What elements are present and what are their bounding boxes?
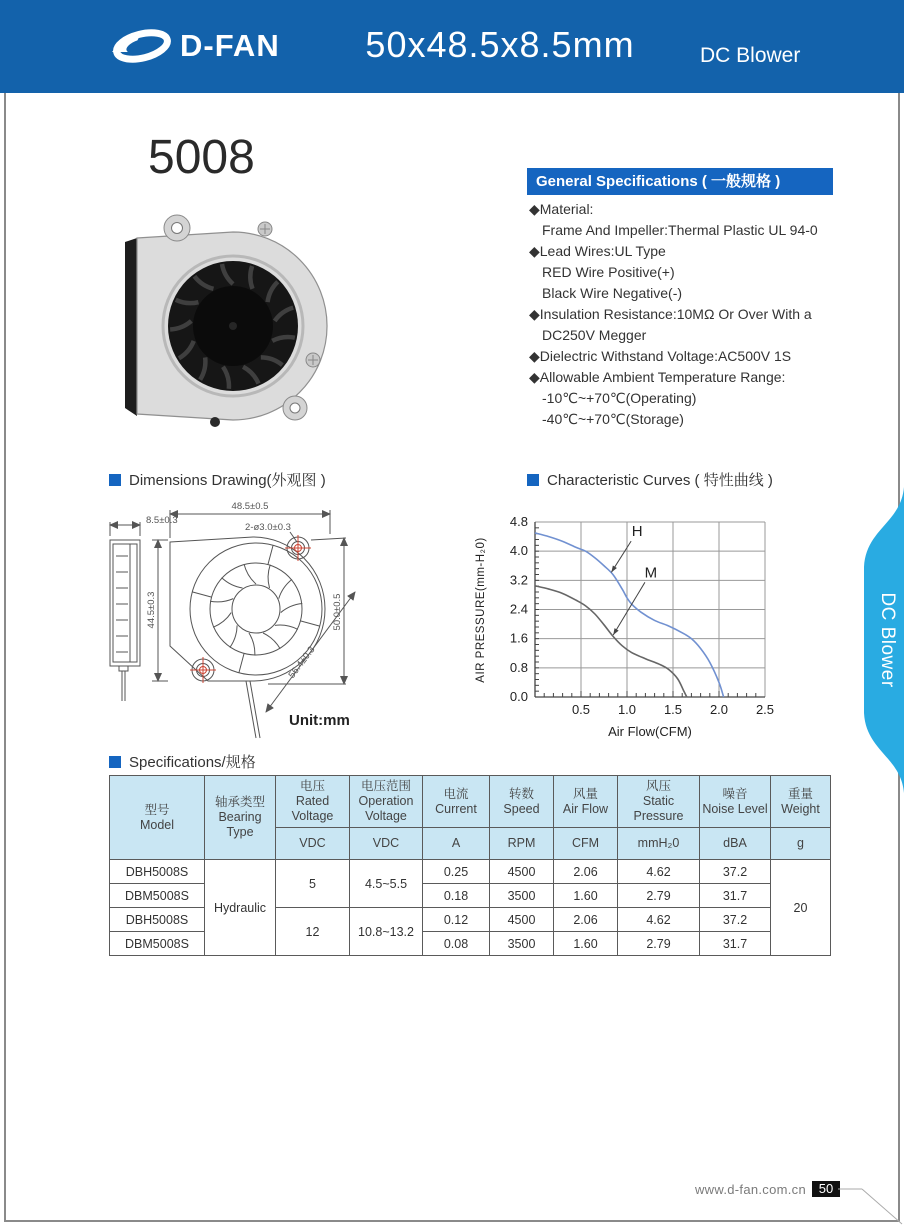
blue-square-icon [109,474,121,486]
col-header-model: 型号 Model [110,776,205,860]
curves-section-header [527,469,773,490]
section-title: Characteristic Curves ( 特性曲线 ) [547,472,773,489]
side-tab-label: DC Blower [877,592,898,688]
unit-cell: VDC [350,828,423,860]
cell: 31.7 [700,884,771,908]
cell: 0.08 [423,932,490,956]
model-number: 5008 [148,131,255,184]
svg-text:3.2: 3.2 [509,572,528,588]
svg-text:H: H [631,523,643,541]
website-link[interactable]: www.d-fan.com.cn [694,1182,806,1197]
cell: 2.79 [618,884,700,908]
page-title-size: 50x48.5x8.5mm [365,24,635,65]
cell: 31.7 [700,932,771,956]
cell: 4500 [490,908,554,932]
section-title: Dimensions Drawing(外观图 ) [129,472,326,489]
svg-text:1.6: 1.6 [509,630,528,646]
dim-diag-height: 50.0±0.5 [332,593,343,631]
screw-top [258,222,272,236]
table-row [110,860,831,884]
cell-voltage-range: 10.8~13.2 [350,908,423,956]
spec-item: -40℃~+70℃(Storage) [542,411,684,427]
col-header-pressure: 风压 Static Pressure [618,776,700,828]
dim-width: 48.5±0.5 [231,501,269,512]
cell-voltage-range: 4.5~5.5 [350,860,423,908]
blue-square-icon [109,756,121,768]
specifications-table [109,775,831,956]
col-header-operation-voltage: 电压范围 Operation Voltage [350,776,423,828]
unit-cell: RPM [490,828,554,860]
dc-blower-side-tab [844,487,904,793]
svg-text:1.0: 1.0 [617,702,637,717]
chart-y-axis-label: AIR PRESSURE(mm-H₂0) [475,537,487,683]
screw-right [306,353,320,367]
corner-decoration-lines [838,1168,904,1226]
spec-item: Black Wire Negative(-) [542,285,683,301]
col-header-bearing: 轴承类型 Bearing Type [205,776,276,860]
cell: 37.2 [700,860,771,884]
svg-text:0.5: 0.5 [571,702,591,717]
cell: 2.06 [554,860,618,884]
spec-item: ◆Material: [529,201,594,217]
spec-item: DC250V Megger [542,327,647,343]
svg-text:1.5: 1.5 [663,702,683,717]
cell-rated-voltage: 5 [276,860,350,908]
page-header [0,0,904,93]
spec-item: ◆Insulation Resistance:10MΩ Or Over With a [529,306,812,322]
dimensions-section-header [109,469,326,490]
general-specs-list [529,199,859,430]
cell: 2.79 [618,932,700,956]
col-header-speed: 转数 Speed [490,776,554,828]
cell: 1.60 [554,884,618,908]
cell: 4.62 [618,860,700,884]
col-header-noise: 噪音 Noise Level [700,776,771,828]
spec-item: Frame And Impeller:Thermal Plastic UL 94-0 [542,222,818,238]
fan-swoosh-icon [110,26,174,66]
cell: 3500 [490,932,554,956]
cell-model: DBM5008S [110,932,205,956]
dim-height: 44.5±0.3 [146,591,157,629]
cell: 4500 [490,860,554,884]
cell-rated-voltage: 12 [276,908,350,956]
dim-thickness: 8.5±0.3 [146,515,178,526]
cell: 0.12 [423,908,490,932]
dim-holes: 2-ø3.0±0.3 [245,522,291,533]
cell: 37.2 [700,908,771,932]
svg-text:2.4: 2.4 [509,601,528,617]
spec-item: RED Wire Positive(+) [542,264,675,280]
general-specs-banner: General Specifications ( 一般规格 ) [527,168,833,195]
spec-item: ◆Dielectric Withstand Voltage:AC500V 1S [529,348,792,364]
product-type-label: DC Blower [700,44,801,67]
unit-cell: A [423,828,490,860]
col-header-weight: 重量 Weight [771,776,831,828]
cell-bearing: Hydraulic [205,860,276,956]
blower-product-photo [115,198,340,443]
section-title: Specifications/规格 [129,754,256,771]
brand-text: D-FAN [180,28,280,63]
spec-item: -10℃~+70℃(Operating) [542,390,697,406]
characteristic-curves-chart [468,498,804,748]
cell-model: DBH5008S [110,908,205,932]
dimensions-drawing [108,498,476,746]
chart-plot-area [510,514,774,717]
unit-cell: dBA [700,828,771,860]
cell-model: DBH5008S [110,860,205,884]
svg-text:0.0: 0.0 [509,689,528,704]
specs-section-header [109,751,256,772]
unit-cell: mmH₂0 [618,828,700,860]
cell: 0.25 [423,860,490,884]
unit-cell: VDC [276,828,350,860]
unit-cell: CFM [554,828,618,860]
blue-square-icon [527,474,539,486]
col-header-rated-voltage: 电压 Rated Voltage [276,776,350,828]
svg-text:4.0: 4.0 [509,543,528,559]
dim-diagonal: 56.4±0.3 [286,644,318,681]
cell: 2.06 [554,908,618,932]
page-number-badge: 50 [812,1181,840,1197]
unit-cell: g [771,828,831,860]
cell-weight: 20 [771,860,831,956]
cell: 4.62 [618,908,700,932]
cell: 3500 [490,884,554,908]
spec-item: ◆Allowable Ambient Temperature Range: [529,369,786,385]
col-header-current: 电流 Current [423,776,490,828]
col-header-airflow: 风量 Air Flow [554,776,618,828]
cell: 1.60 [554,932,618,956]
svg-text:2.5: 2.5 [755,702,775,717]
unit-label: Unit:mm [289,712,350,729]
chart-x-axis-label: Air Flow(CFM) [608,724,692,739]
cell: 0.18 [423,884,490,908]
cell-model: DBM5008S [110,884,205,908]
brand-logo [110,26,280,66]
svg-text:0.8: 0.8 [509,659,528,675]
spec-item: ◆Lead Wires:UL Type [529,243,666,259]
svg-text:4.8: 4.8 [509,514,528,529]
svg-text:2.0: 2.0 [709,702,729,717]
svg-text:M: M [644,564,658,582]
